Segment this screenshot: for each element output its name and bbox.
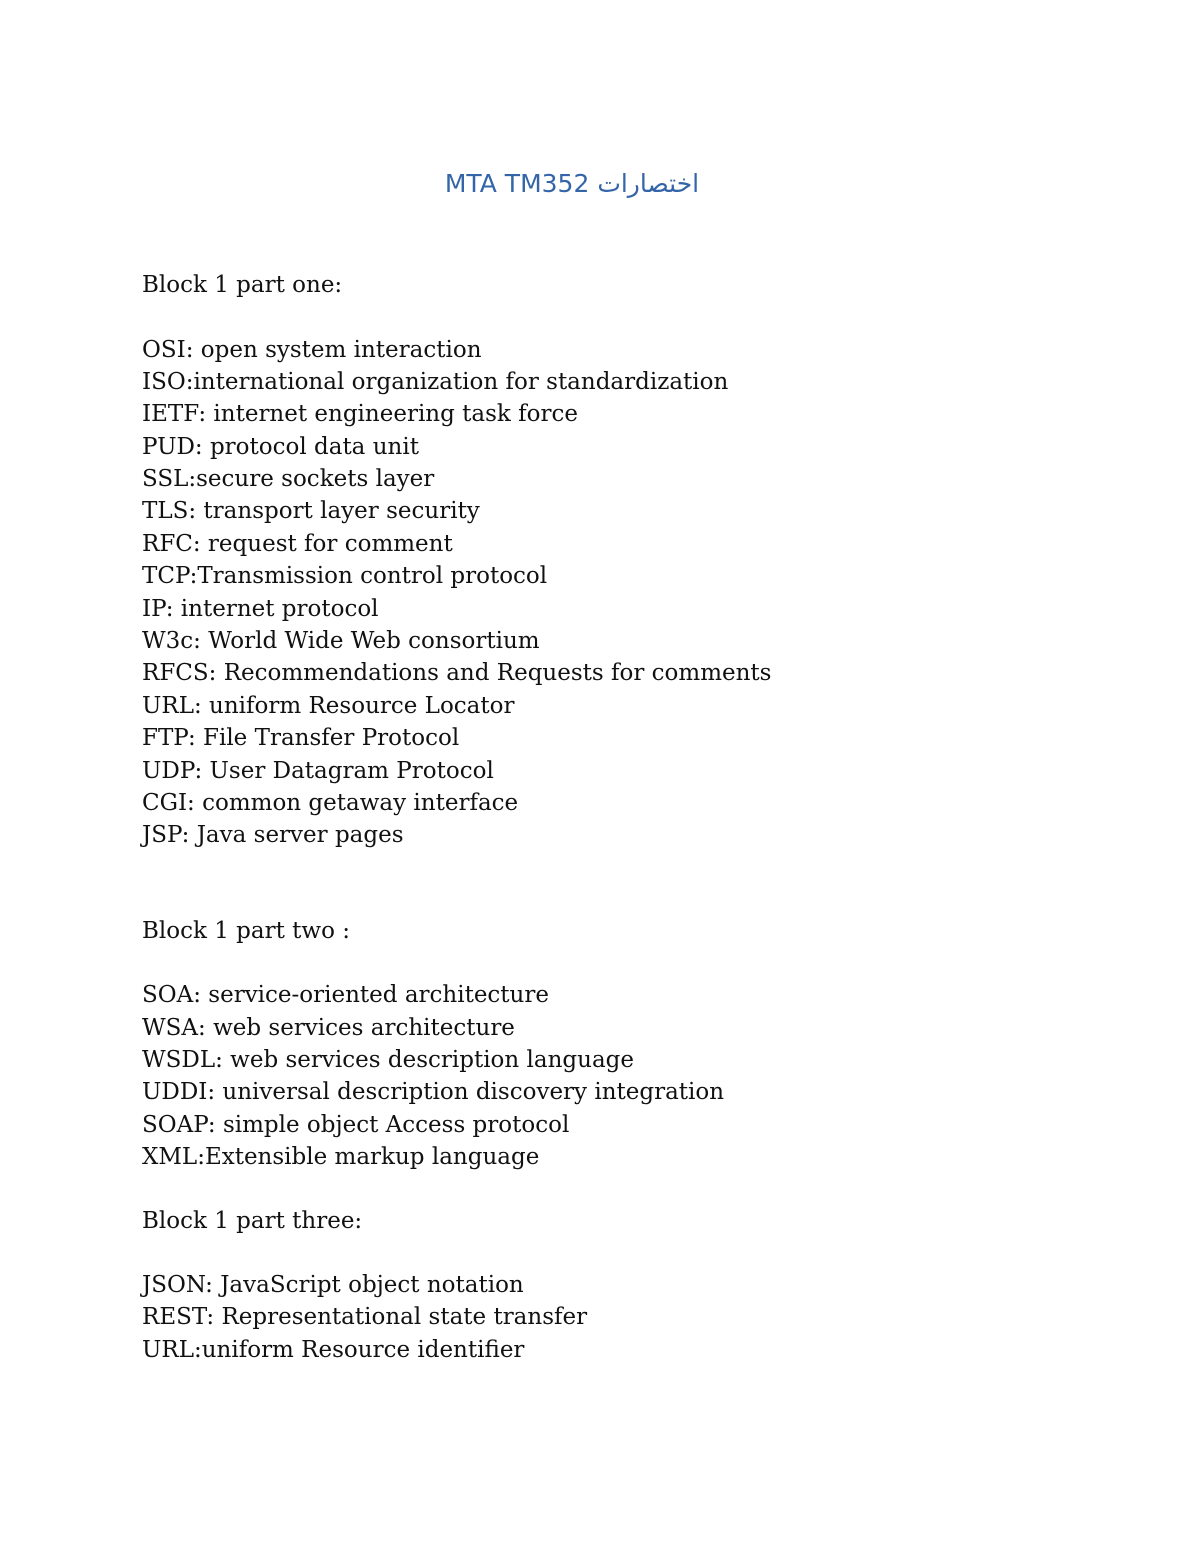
abbreviation-entry: OSI: open system interaction (142, 336, 482, 363)
abbreviation-entry: IETF: internet engineering task force (142, 401, 579, 428)
abbreviation-entry: SOA: service-oriented architecture (142, 982, 549, 1009)
abbreviation-list (142, 1269, 1142, 1366)
abbreviation-entry: RFCS: Recommendations and Requests for comments (142, 660, 772, 687)
abbreviation-entry: JSP: Java server pages (142, 822, 404, 849)
abbreviation-entry: XML:Extensible markup language (142, 1144, 540, 1171)
document-title: MTA TM352 اختصارات (444, 169, 700, 198)
abbreviation-entry: IP: internet protocol (142, 595, 379, 622)
abbreviation-entry: URL: uniform Resource Locator (142, 692, 515, 719)
block-part-one (142, 269, 1142, 852)
abbreviation-list (142, 979, 1142, 1173)
abbreviation-entry: JSON: JavaScript object notation (142, 1272, 524, 1299)
abbreviation-entry: CGI: common getaway interface (142, 789, 519, 816)
abbreviation-entry: REST: Representational state transfer (142, 1304, 588, 1331)
block-heading: Block 1 part one: (142, 272, 343, 298)
abbreviation-entry: UDDI: universal description discovery integration (142, 1079, 725, 1106)
abbreviation-entry: SOAP: simple object Access protocol (142, 1111, 570, 1138)
abbreviation-entry: WSA: web services architecture (142, 1014, 515, 1041)
document-body (142, 269, 1142, 1366)
abbreviation-entry: TLS: transport layer security (142, 498, 480, 525)
abbreviation-list (142, 334, 1142, 852)
block-heading: Block 1 part three: (142, 1207, 363, 1234)
block-heading: Block 1 part two : (142, 917, 350, 944)
abbreviation-entry: UDP: User Datagram Protocol (142, 757, 494, 784)
abbreviation-entry: FTP: File Transfer Protocol (142, 725, 460, 752)
block-part-three (142, 1205, 1142, 1367)
abbreviation-entry: RFC: request for comment (142, 530, 453, 557)
abbreviation-entry: TCP:Transmission control protocol (142, 563, 548, 590)
abbreviation-entry: ISO:international organization for standardization (142, 368, 729, 395)
abbreviation-entry: URL:uniform Resource identifier (142, 1336, 525, 1363)
block-part-two (142, 915, 1142, 1174)
abbreviation-entry: SSL:secure sockets layer (142, 466, 435, 493)
abbreviation-entry: WSDL: web services description language (142, 1047, 634, 1074)
abbreviation-entry: W3c: World Wide Web consortium (142, 628, 540, 655)
abbreviation-entry: PUD: protocol data unit (142, 433, 419, 460)
